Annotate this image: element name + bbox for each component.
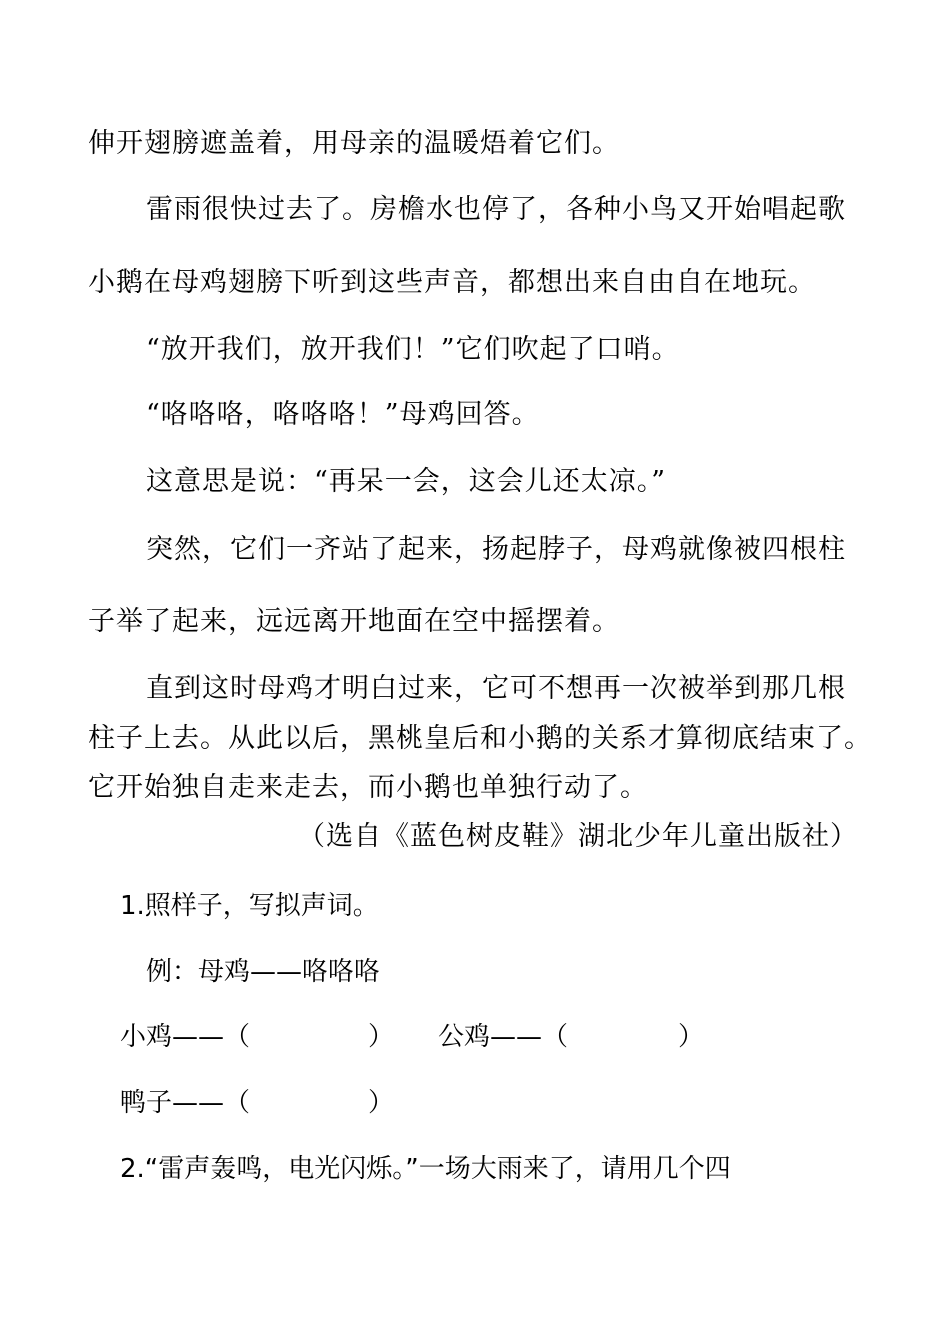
- passage-line-9: 直到这时母鸡才明白过来，它可不想再一次被举到那几根: [146, 673, 846, 704]
- passage-source: （选自《蓝色树皮鞋》湖北少年儿童出版社）: [298, 821, 858, 852]
- passage-line-10: 柱子上去。从此以后，黑桃皇后和小鹅的关系才算彻底结束了。: [88, 723, 872, 754]
- passage-line-7: 突然，它们一齐站了起来，扬起脖子，母鸡就像被四根柱: [146, 534, 846, 565]
- passage-line-6: 这意思是说：“再呆一会，这会儿还太凉。”: [146, 466, 667, 497]
- passage-line-5: “咯咯咯，咯咯咯！”母鸡回答。: [146, 399, 540, 430]
- duck-label: 鸭子——（: [120, 1088, 251, 1118]
- rooster-label: 公鸡——（: [438, 1022, 569, 1052]
- rooster-close-paren: ）: [678, 1022, 705, 1052]
- passage-line-1: 伸开翅膀遮盖着，用母亲的温暖焐着它们。: [88, 128, 620, 159]
- question-1-example: 例：母鸡——咯咯咯: [146, 957, 381, 987]
- question-1-rooster-row: [438, 1020, 704, 1054]
- passage-line-11: 它开始独自走来走去，而小鹅也单独行动了。: [88, 772, 648, 803]
- passage-line-4: “放开我们，放开我们！”它们吹起了口哨。: [146, 334, 680, 365]
- passage-line-8: 子举了起来，远远离开地面在空中摇摆着。: [88, 606, 620, 637]
- question-1-title: 1.照样子，写拟声词。: [120, 891, 379, 921]
- passage-line-2: 雷雨很快过去了。房檐水也停了，各种小鸟又开始唱起歌: [146, 194, 846, 225]
- chick-label: 小鸡——（: [120, 1022, 251, 1052]
- question-1-duck-row: [120, 1086, 394, 1120]
- chick-close-paren: ）: [368, 1022, 395, 1052]
- passage-line-3: 小鹅在母鸡翅膀下听到这些声音，都想出来自由自在地玩。: [88, 267, 816, 298]
- question-1-chick-row: [120, 1020, 394, 1054]
- duck-close-paren: ）: [368, 1088, 395, 1118]
- question-2-title: 2.“雷声轰鸣，电光闪烁。”一场大雨来了，请用几个四: [120, 1154, 731, 1184]
